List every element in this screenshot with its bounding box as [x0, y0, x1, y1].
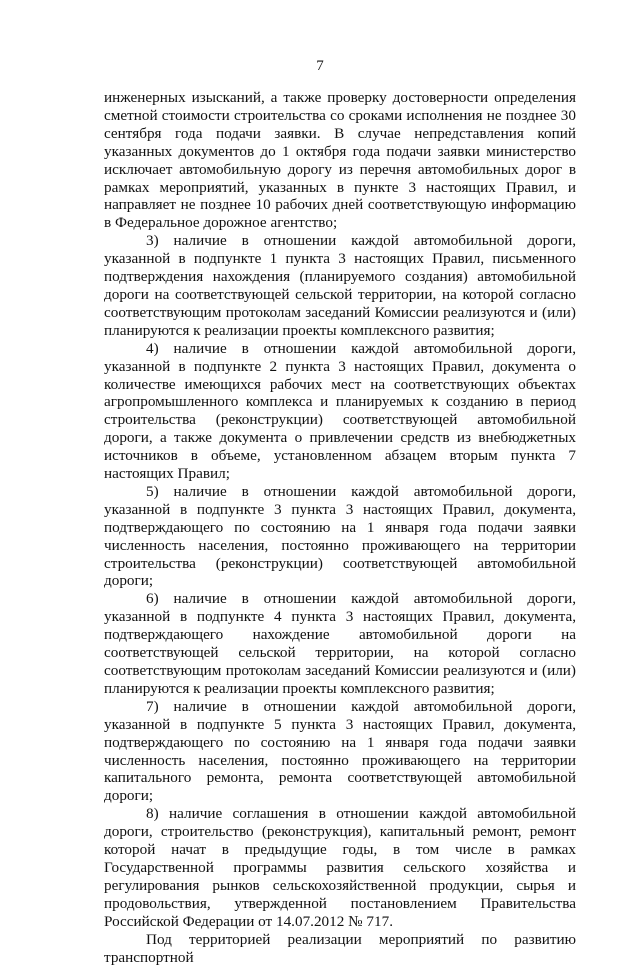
- page-number: 7: [316, 58, 324, 74]
- paragraph-continuation: инженерных изысканий, а также проверку достоверности определения сметной стоимости строительства со сроками исполнения не позднее 30 сентября года подачи заявки. В случае непредставления копий указанных документов до 1 октября года подачи заявки министерство исключает автомобильную дорогу из перечня автомобильных дорог в рамках мероприятий, указанных в пункте 3 настоящих Правил, и направляет не позднее 10 рабочих дней соответствующую информацию в Федеральное дорожное агентство;: [104, 89, 576, 232]
- paragraph-item-7: 7) наличие в отношении каждой автомобильной дороги, указанной в подпункте 5 пункта 3 настоящих Правил, документа, подтверждающего по состоянию на 1 января года подачи заявки численность населения, постоянно проживающего на территории капитального ремонта, ремонта соответствующей автомобильной дороги;: [104, 697, 576, 805]
- paragraph-item-5: 5) наличие в отношении каждой автомобильной дороги, указанной в подпункте 3 пункта 3 настоящих Правил, документа, подтверждающего по состоянию на 1 января года подачи заявки численность населения, постоянно проживающего на территории строительства (реконструкции) соответствующей автомобильной дороги;: [104, 482, 576, 590]
- document-body: [104, 89, 576, 966]
- paragraph-item-8: 8) наличие соглашения в отношении каждой автомобильной дороги, строительство (реконструкция), капитальный ремонт, ремонт которой начат в предыдущие годы, в том числе в рамках Государственной программы развития сельского хозяйства и регулирования рынков сельскохозяйственной продукции, сырья и продовольствия, утвержденной постановлением Правительства Российской Федерации от 14.07.2012 № 717.: [104, 805, 576, 930]
- paragraph-item-6: 6) наличие в отношении каждой автомобильной дороги, указанной в подпункте 4 пункта 3 настоящих Правил, документа, подтверждающего нахождение автомобильной дороги на соответствующей сельской территории, на которой согласно соответствующим протоколам заседаний Комиссии реализуются и (или) планируются к реализации проекты комплексного развития;: [104, 590, 576, 697]
- paragraph-item-4: 4) наличие в отношении каждой автомобильной дороги, указанной в подпункте 2 пункта 3 настоящих Правил, документа о количестве имеющихся рабочих мест на соответствующих объектах агропромышленного комплекса и планируемых к созданию в период строительства (реконструкции) соответствующей автомобильной дороги, а также документа о привлечении средств из внебюджетных источников в объеме, установленном абзацем вторым пункта 7 настоящих Правил;: [104, 339, 576, 483]
- paragraph-final: Под территорией реализации мероприятий по развитию транспортной: [104, 930, 576, 966]
- paragraph-item-3: 3) наличие в отношении каждой автомобильной дороги, указанной в подпункте 1 пункта 3 настоящих Правил, письменного подтверждения нахождения (планируемого создания) автомобильной дороги на соответствующей сельской территории, на которой согласно соответствующим протоколам заседаний Комиссии реализуются и (или) планируются к реализации проекты комплексного развития;: [104, 232, 576, 339]
